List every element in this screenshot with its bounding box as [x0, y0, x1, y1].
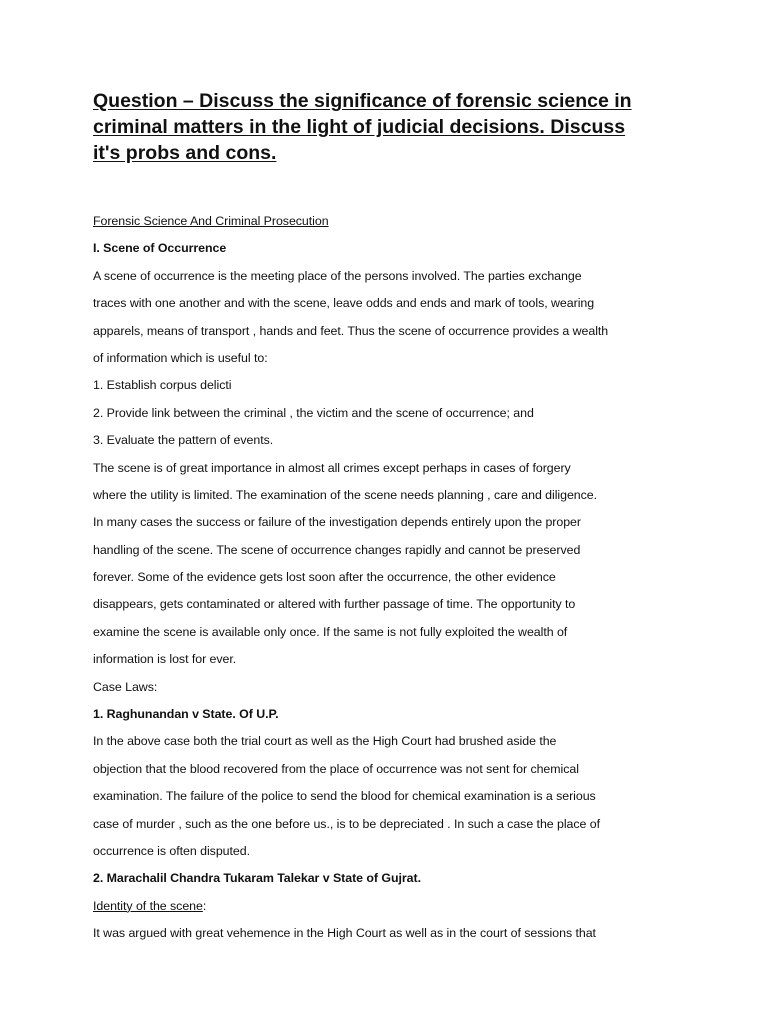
document-page — [93, 88, 653, 948]
paragraph-line: A scene of occurrence is the meeting place of the persons involved. The parties exchange — [93, 268, 582, 283]
paragraph-line: examine the scene is available only once. If the same is not fully exploited the wealth of — [93, 624, 568, 639]
question-title — [93, 88, 653, 166]
paragraph-line: disappears, gets contaminated or altered with further passage of time. The opportunity to — [93, 597, 576, 612]
identity-heading-line — [93, 893, 653, 920]
paragraph-line: information is lost for ever. — [93, 652, 237, 667]
paragraph-line: objection that the blood recovered from the place of occurrence was not sent for chemical — [93, 761, 579, 776]
case-laws-label: Case Laws: — [93, 679, 158, 694]
paragraph-line: where the utility is limited. The examination of the scene needs planning , care and diligence. — [93, 487, 598, 502]
paragraph-line: case of murder , such as the one before us., is to be depreciated . In such a case the place of — [93, 816, 601, 831]
paragraph-line: handling of the scene. The scene of occurrence changes rapidly and cannot be preserved — [93, 542, 581, 557]
title-line: Question – Discuss the significance of forensic science in — [93, 90, 632, 112]
paragraph-line: The scene is of great importance in almost all crimes except perhaps in cases of forgery — [93, 460, 571, 475]
paragraph-line: In the above case both the trial court as well as the High Court had brushed aside the — [93, 734, 557, 749]
paragraph-line: occurrence is often disputed. — [93, 843, 250, 858]
list-item: 2. Provide link between the criminal , the victim and the scene of occurrence; and — [93, 405, 534, 420]
subsection-heading: I. Scene of Occurrence — [93, 241, 227, 256]
paragraph-line: apparels, means of transport , hands and feet. Thus the scene of occurrence provides a wealth — [93, 323, 609, 338]
paragraph-line: forever. Some of the evidence gets lost soon after the occurrence, the other evidence — [93, 570, 556, 585]
paragraph-line: It was argued with great vehemence in the High Court as well as in the court of sessions that — [93, 926, 596, 941]
identity-colon: : — [202, 898, 207, 913]
document-body — [93, 208, 653, 948]
identity-heading: Identity of the scene — [93, 898, 203, 913]
title-line: it's probs and cons. — [93, 142, 277, 164]
title-line: criminal matters in the light of judicial decisions. Discuss — [93, 116, 626, 138]
paragraph-line: examination. The failure of the police to send the blood for chemical examination is a serious — [93, 789, 596, 804]
section-heading: Forensic Science And Criminal Prosecution — [93, 214, 329, 228]
list-item: 1. Establish corpus delicti — [93, 378, 232, 393]
case-heading: 1. Raghunandan v State. Of U.P. — [93, 707, 279, 722]
list-item: 3. Evaluate the pattern of events. — [93, 433, 274, 448]
paragraph-line: traces with one another and with the scene, leave odds and ends and mark of tools, wearing — [93, 296, 595, 311]
case-heading: 2. Marachalil Chandra Tukaram Talekar v State of Gujrat. — [93, 871, 421, 886]
paragraph-line: In many cases the success or failure of the investigation depends entirely upon the proper — [93, 515, 581, 530]
paragraph-line: of information which is useful to: — [93, 350, 268, 365]
